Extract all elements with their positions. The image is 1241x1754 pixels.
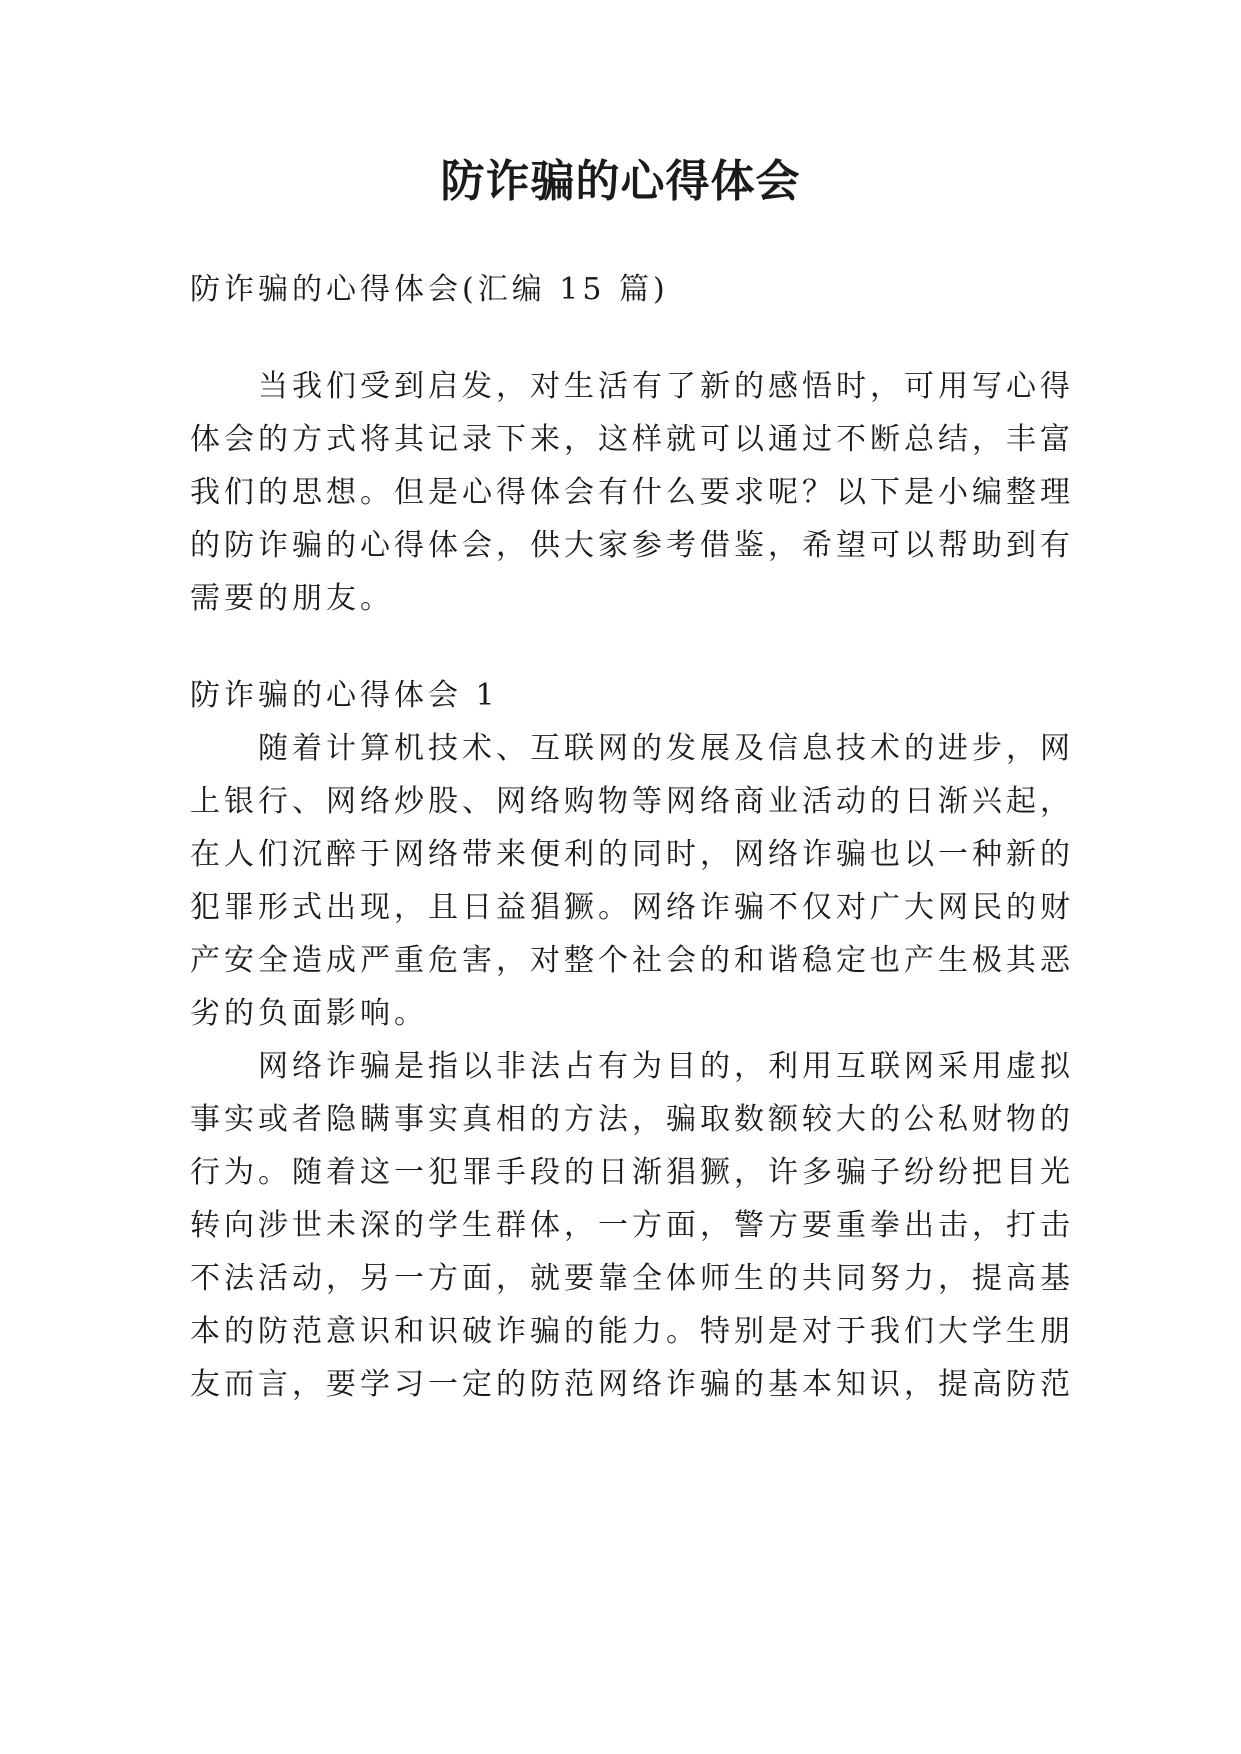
intro-line: 的防诈骗的心得体会，供大家参考借鉴，希望可以帮助到有 <box>190 528 1074 563</box>
section-paragraph-line: 在人们沉醉于网络带来便利的同时，网络诈骗也以一种新的 <box>190 837 1074 872</box>
section-heading: 防诈骗的心得体会 1 <box>190 678 499 713</box>
section-paragraph-line: 不法活动，另一方面，就要靠全体师生的共同努力，提高基 <box>190 1261 1074 1296</box>
section-paragraph-line: 转向涉世未深的学生群体，一方面，警方要重拳出击，打击 <box>190 1208 1074 1243</box>
intro-line: 我们的思想。但是心得体会有什么要求呢？以下是小编整理 <box>190 475 1074 510</box>
intro-line: 当我们受到启发，对生活有了新的感悟时，可用写心得 <box>258 369 1074 404</box>
section-paragraph-line: 事实或者隐瞒事实真相的方法，骗取数额较大的公私财物的 <box>190 1102 1074 1137</box>
section-paragraph-line: 友而言，要学习一定的防范网络诈骗的基本知识，提高防范 <box>190 1367 1074 1402</box>
section-paragraph-line: 随着计算机技术、互联网的发展及信息技术的进步，网 <box>258 731 1074 766</box>
document-title: 防诈骗的心得体会 <box>440 156 801 207</box>
section-paragraph-line: 网络诈骗是指以非法占有为目的，利用互联网采用虚拟 <box>258 1049 1074 1084</box>
section-paragraph-line: 劣的负面影响。 <box>190 996 428 1031</box>
document-subtitle: 防诈骗的心得体会(汇编 15 篇) <box>190 272 669 307</box>
intro-line: 体会的方式将其记录下来，这样就可以通过不断总结，丰富 <box>190 422 1074 457</box>
section-paragraph-line: 本的防范意识和识破诈骗的能力。特别是对于我们大学生朋 <box>190 1314 1074 1349</box>
section-paragraph-line: 产安全造成严重危害，对整个社会的和谐稳定也产生极其恶 <box>190 943 1074 978</box>
section-paragraph-line: 行为。随着这一犯罪手段的日渐猖獗，许多骗子纷纷把目光 <box>190 1155 1074 1190</box>
intro-line: 需要的朋友。 <box>190 581 394 616</box>
section-paragraph-line: 上银行、网络炒股、网络购物等网络商业活动的日渐兴起， <box>190 784 1074 819</box>
section-paragraph-line: 犯罪形式出现，且日益猖獗。网络诈骗不仅对广大网民的财 <box>190 890 1074 925</box>
